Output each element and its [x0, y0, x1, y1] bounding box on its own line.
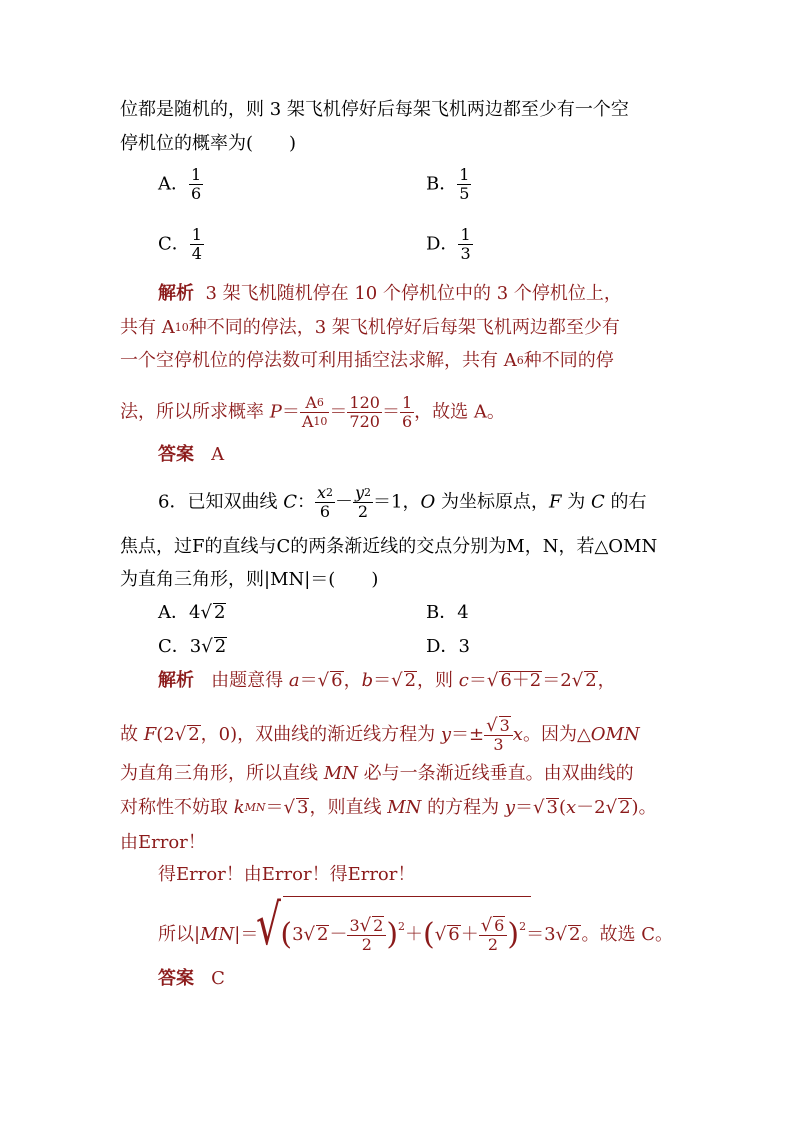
problem6-line1: 6．已知双曲线 C： $\frac{x^2}{6}$ － $\frac{y^2}{2}$ ＝1，O 为坐标原点，F 为 C 的右 [158, 483, 647, 521]
solution-label: 解析 [158, 283, 194, 304]
problem6-line3: 为直角三角形，则|MN|＝( ) [120, 569, 379, 590]
answer6: 答案 C [158, 968, 225, 989]
solution6-line6: 得Error！由Error！得Error！ [158, 864, 416, 885]
problem5-line2: 停机位的概率为( ) [120, 133, 297, 154]
solution6-line3: 为直角三角形，所以直线 MN 必与一条渐近线垂直。由双曲线的 [120, 763, 634, 784]
solution5-line4: 法，所以所求概率 P＝ $\frac{A^6}{A^{10}}$ ＝ $\frac{120}{720}$ ＝ $\frac{1}{6}$ ，故选 A。 [120, 393, 505, 431]
problem5-option-c: C． $\frac{1}{4}$ [158, 225, 202, 263]
problem5-option-a: A． $\frac{1}{6}$ [158, 165, 202, 203]
problem5-option-b: B． $\frac{1}{5}$ [426, 165, 470, 203]
problem6-line2: 焦点，过F的直线与C的两条渐近线的交点分别为M，N，若△OMN [120, 536, 658, 557]
solution6-line4: 对称性不妨取 kMN＝√ 3，则直线 MN 的方程为 y＝√ 3(x－2√ 2)。 [120, 797, 657, 818]
solution5-line2: 共有 $A^{10}$种不同的停法，3 架飞机停好后每架飞机两边都至少有 [120, 317, 620, 338]
solution6-line1: 解析 由题意得 a＝√ 6，b＝√ 2，则 c＝√ 6＋2＝2√ 2， [158, 670, 616, 691]
problem5-option-d: D． $\frac{1}{3}$ [426, 225, 471, 263]
problem6-option-b: B．4 [426, 602, 469, 623]
big-radical-bar [283, 896, 531, 897]
problem5-line1: 位都是随机的，则 3 架飞机停好后每架飞机两边都至少有一个空 [120, 99, 629, 120]
problem6-option-c: C．3√ 2 [158, 636, 227, 657]
problem6-option-d: D．3 [426, 636, 470, 657]
solution5-line1: 解析 3 架飞机随机停在 10 个停机位中的 3 个停机位上， [158, 283, 622, 304]
big-radical-sign: √ [256, 893, 281, 958]
solution6-line7: 所以|MN|＝ (3√ 2－ $\frac{3√ 2}{2}$ )$^2$＋(√ 6＋ $\frac{√ 6}{2}$ )$^2$＝3√ 2。故选 C。 [158, 915, 673, 954]
problem6-option-a: A．4√ 2 [158, 602, 226, 623]
solution6-line5: 由Error！ [120, 832, 206, 853]
answer5: 答案 A [158, 444, 225, 465]
solution6-line2: 故 F(2√ 2，0)，双曲线的渐近线方程为 y＝± $\frac{√ 3}{3}$ x。因为△OMN [120, 715, 640, 754]
solution5-line3: 一个空停机位的停法数可利用插空法求解，共有 $A^6$种不同的停 [120, 350, 614, 371]
